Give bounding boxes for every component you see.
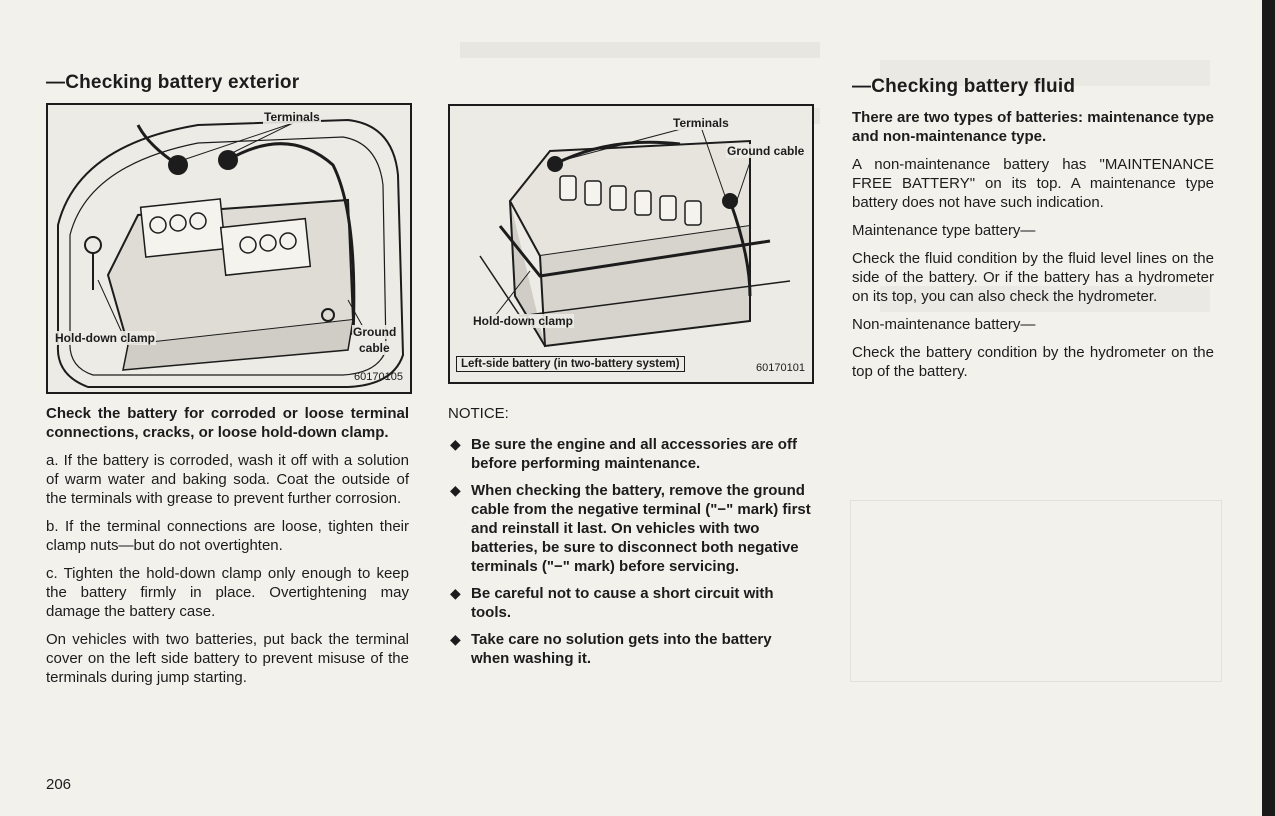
figure-label-terminals: Terminals xyxy=(264,110,320,124)
fluid-paragraph-3: Check the battery condition by the hydrometer on the top of the battery. xyxy=(852,344,1214,380)
notice-item xyxy=(448,481,812,576)
notice-list xyxy=(448,435,812,668)
subheading-maintenance-type: Maintenance type battery— xyxy=(852,222,1036,239)
middle-column-text xyxy=(448,404,812,676)
paragraph-a: a. If the battery is corroded, wash it off with a solution of warm water and baking soda. Coat the outside of the terminals with grease to prevent further corrosion. xyxy=(46,452,409,507)
show-through-table xyxy=(850,500,1222,682)
figure-label-hold-down-clamp: Hold-down clamp xyxy=(55,331,155,345)
figure-label-cable: cable xyxy=(359,341,390,355)
fluid-paragraph-1: A non-maintenance battery has "MAINTENANCE FREE BATTERY" on its top. A maintenance type battery does not have such indication. xyxy=(852,156,1214,211)
figure-left-side-battery xyxy=(448,104,814,384)
right-column xyxy=(852,76,1214,390)
figure-number: 60170105 xyxy=(354,371,403,383)
binding-edge xyxy=(1262,0,1275,816)
diamond-bullet-icon: ◆ xyxy=(450,436,461,452)
notice-text: Take care no solution gets into the battery when washing it. xyxy=(471,631,772,667)
figure-label-ground: Ground xyxy=(353,325,397,339)
notice-item xyxy=(448,435,812,473)
left-column-text xyxy=(46,404,409,696)
figure-number-2: 60170101 xyxy=(756,362,805,374)
figure-battery-exterior xyxy=(46,103,412,394)
diamond-bullet-icon: ◆ xyxy=(450,482,461,498)
fluid-intro: There are two types of batteries: maintenance type and non-maintenance type. xyxy=(852,109,1214,145)
fluid-paragraph-2: Check the fluid condition by the fluid level lines on the side of the battery. Or if the battery has a hydrometer on its top, you can also check the hydrometer. xyxy=(852,250,1214,305)
subheading-non-maintenance: Non-maintenance battery— xyxy=(852,316,1036,333)
notice-title: NOTICE: xyxy=(448,405,509,422)
paragraph-c: c. Tighten the hold-down clamp only enough to keep the battery firmly in place. Overtightening may damage the battery case. xyxy=(46,565,409,620)
section-heading-battery-exterior: —Checking battery exterior xyxy=(46,72,300,93)
diamond-bullet-icon: ◆ xyxy=(450,631,461,647)
intro-paragraph: Check the battery for corroded or loose terminal connections, cracks, or loose hold-down clamp. xyxy=(46,405,409,441)
notice-item xyxy=(448,584,812,622)
notice-text: Be sure the engine and all accessories are off before performing maintenance. xyxy=(471,436,797,472)
section-heading-battery-fluid: —Checking battery fluid xyxy=(852,76,1076,97)
notice-text: Be careful not to cause a short circuit with tools. xyxy=(471,585,774,621)
figure-label-hold-down-clamp-2: Hold-down clamp xyxy=(473,314,573,328)
figure-caption: Left-side battery (in two-battery system) xyxy=(456,356,685,372)
battery-illustration xyxy=(48,105,410,392)
notice-item xyxy=(448,630,812,668)
paragraph-b: b. If the terminal connections are loose, tighten their clamp nuts—but do not overtighten. xyxy=(46,518,409,554)
page-number: 206 xyxy=(46,776,72,793)
notice-text: When checking the battery, remove the ground cable from the negative terminal ("−" mark) first and reinstall it last. On vehicles with two batteries, be sure to disconnect both negative terminals ("−" mark) before servicing. xyxy=(471,482,811,575)
paragraph-two-batteries: On vehicles with two batteries, put back the terminal cover on the left side battery to prevent misuse of the terminals during jump starting. xyxy=(46,631,409,686)
figure-label-ground-cable: Ground cable xyxy=(727,144,805,158)
figure-label-terminals-2: Terminals xyxy=(673,116,729,130)
diamond-bullet-icon: ◆ xyxy=(450,585,461,601)
left-column xyxy=(46,72,409,104)
